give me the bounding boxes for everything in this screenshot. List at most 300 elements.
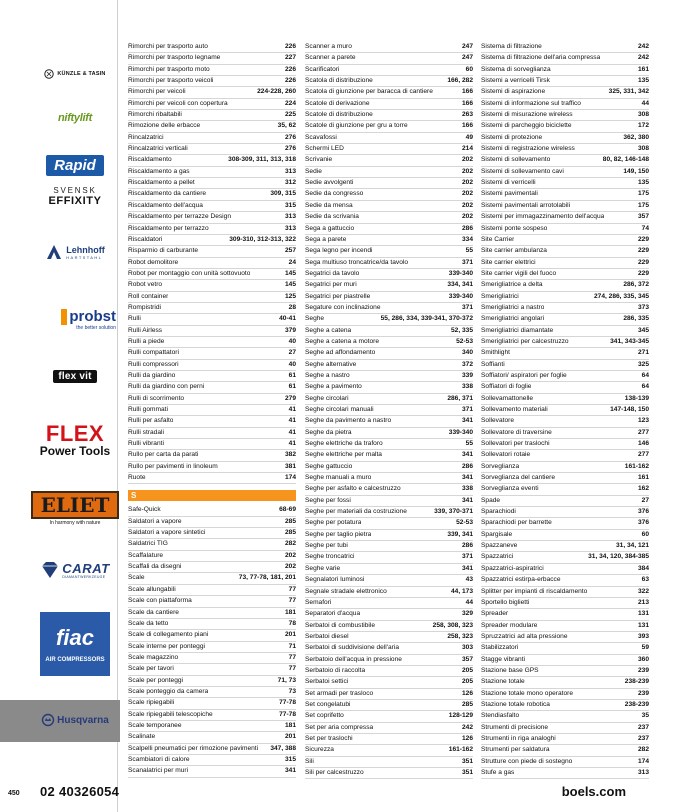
entry-pages: 263 bbox=[461, 111, 473, 119]
entry-name: Scale bbox=[128, 574, 145, 582]
index-entry bbox=[481, 598, 649, 609]
entry-name: Sistemi di parcheggio biciclette bbox=[481, 122, 572, 130]
entry-name: Seghe alternative bbox=[305, 360, 357, 368]
index-entry bbox=[305, 394, 473, 405]
entry-name: Roll container bbox=[128, 292, 169, 300]
entry-pages: 285 bbox=[284, 529, 296, 537]
lehnhoff-wordmark: Lehnhoff bbox=[66, 244, 105, 255]
index-entry bbox=[128, 76, 296, 87]
index-entry bbox=[305, 314, 473, 325]
entry-pages: 341 bbox=[284, 767, 296, 775]
entry-name: Spreader bbox=[481, 610, 509, 618]
index-entry bbox=[128, 65, 296, 76]
entry-name: Separatori d'acqua bbox=[305, 610, 361, 618]
entry-name: Seghe a nastro bbox=[305, 371, 350, 379]
entry-name: Scale magazzino bbox=[128, 653, 179, 661]
entry-name: Set coprifetto bbox=[305, 712, 344, 720]
index-entry bbox=[305, 632, 473, 643]
entry-name: Scanner a parete bbox=[305, 54, 356, 62]
entry-name: Schermi LED bbox=[305, 145, 344, 153]
index-entry bbox=[128, 551, 296, 562]
entry-pages: 242 bbox=[461, 723, 473, 731]
entry-name: Segnalatori luminosi bbox=[305, 576, 365, 584]
index-entry bbox=[305, 133, 473, 144]
entry-pages: 224-228, 260 bbox=[257, 88, 296, 96]
index-entry bbox=[128, 155, 296, 166]
index-entry bbox=[128, 87, 296, 98]
entry-name: Stazione base GPS bbox=[481, 666, 539, 674]
husqvarna-logo bbox=[34, 710, 116, 730]
entry-name: Scambiatori di calore bbox=[128, 755, 190, 763]
entry-pages: 384 bbox=[637, 564, 649, 572]
entry-name: Serbatoi di suddivisione dell'aria bbox=[305, 644, 399, 652]
index-entry bbox=[481, 552, 649, 563]
index-entry bbox=[128, 596, 296, 607]
index-entry bbox=[481, 564, 649, 575]
entry-pages: 338 bbox=[461, 383, 473, 391]
index-entry bbox=[481, 700, 649, 711]
lehnhoff-subline: HARTSTAHL bbox=[66, 254, 103, 260]
entry-name: Rulli per asfalto bbox=[128, 417, 174, 425]
page-number: 450 bbox=[8, 790, 20, 797]
entry-pages: 339-340 bbox=[448, 269, 473, 277]
index-entry bbox=[481, 416, 649, 427]
entry-name: Strumenti in riga analoghi bbox=[481, 734, 556, 742]
index-entry bbox=[128, 608, 296, 619]
entry-pages: 40 bbox=[288, 337, 296, 345]
entry-name: Sollevatore bbox=[481, 417, 514, 425]
entry-name: Sega multiuso troncatrice/da tavolo bbox=[305, 258, 408, 266]
entry-pages: 174 bbox=[637, 757, 649, 765]
entry-name: Seghe per potatura bbox=[305, 519, 362, 527]
entry-pages: 308-309, 311, 313, 318 bbox=[228, 156, 296, 164]
index-entry bbox=[305, 235, 473, 246]
index-entry bbox=[305, 473, 473, 484]
entry-pages: 313 bbox=[284, 213, 296, 221]
index-entry bbox=[128, 653, 296, 664]
entry-pages: 341, 343-345 bbox=[610, 337, 649, 345]
entry-name: Rincalzatrici verticali bbox=[128, 145, 188, 153]
entry-name: Scalpelli pneumatici per rimozione pavimenti bbox=[128, 744, 259, 752]
entry-name: Sedie da mensa bbox=[305, 201, 353, 209]
entry-pages: 247 bbox=[461, 43, 473, 50]
entry-pages: 339-340 bbox=[448, 292, 473, 300]
index-entry bbox=[481, 768, 649, 779]
index-entry bbox=[305, 110, 473, 121]
entry-name: Risparmio di carburante bbox=[128, 247, 198, 255]
entry-pages: 28 bbox=[288, 303, 296, 311]
index-entry bbox=[128, 144, 296, 155]
index-entry bbox=[305, 496, 473, 507]
entry-name: Scarificatori bbox=[305, 65, 340, 73]
entry-name: Sorveglianza del cantiere bbox=[481, 474, 556, 482]
flexovit-logo bbox=[34, 368, 116, 384]
index-entry bbox=[305, 99, 473, 110]
index-entry bbox=[481, 99, 649, 110]
entry-name: Segatrici per piastrelle bbox=[305, 292, 371, 300]
entry-pages: 257 bbox=[284, 247, 296, 255]
entry-pages: 381 bbox=[284, 462, 296, 470]
index-entry bbox=[305, 42, 473, 53]
index-entry bbox=[128, 110, 296, 121]
entry-name: Rulli da giardino con perni bbox=[128, 383, 205, 391]
index-entry bbox=[128, 585, 296, 596]
entry-pages: 393 bbox=[637, 632, 649, 640]
entry-pages: 315 bbox=[284, 201, 296, 209]
entry-name: Sistemi per immagazzinamento dell'acqua bbox=[481, 213, 605, 221]
entry-pages: 286, 372 bbox=[623, 281, 649, 289]
entry-name: Stazione totale mono operatore bbox=[481, 689, 574, 697]
entry-name: Sistemi a verricelli Tirsk bbox=[481, 77, 550, 85]
index-entry bbox=[305, 155, 473, 166]
entry-name: Strumenti di precisione bbox=[481, 723, 549, 731]
carat-logo bbox=[34, 556, 116, 584]
entry-pages: 334 bbox=[461, 235, 473, 243]
entry-name: Seghe bbox=[305, 315, 325, 323]
index-entry bbox=[481, 587, 649, 598]
index-entry bbox=[481, 371, 649, 382]
entry-name: Sistemi di misurazione wireless bbox=[481, 111, 573, 119]
entry-pages: 340 bbox=[461, 349, 473, 357]
entry-name: Sparachiodi per barrette bbox=[481, 519, 552, 527]
entry-pages: 161 bbox=[637, 474, 649, 482]
index-entry bbox=[481, 428, 649, 439]
index-entry bbox=[128, 189, 296, 200]
index-entry bbox=[128, 326, 296, 337]
index-entry bbox=[128, 212, 296, 223]
entry-name: Sorveglianza eventi bbox=[481, 485, 539, 493]
entry-pages: 341 bbox=[461, 474, 473, 482]
index-entry bbox=[305, 258, 473, 269]
entry-name: Sistemi di protezione bbox=[481, 133, 543, 141]
entry-name: Sistema di filtrazione bbox=[481, 43, 542, 50]
entry-name: Smerigliatrici per calcestruzzo bbox=[481, 337, 569, 345]
entry-pages: 351 bbox=[461, 757, 473, 765]
entry-name: Scatole di derivazione bbox=[305, 99, 370, 107]
entry-name: Scanalatrici per muri bbox=[128, 767, 189, 775]
footer-phone: 02 40326054 bbox=[40, 784, 120, 799]
entry-pages: 376 bbox=[637, 519, 649, 527]
entry-pages: 202 bbox=[461, 179, 473, 187]
index-entry bbox=[128, 687, 296, 698]
entry-name: Spazzatrici bbox=[481, 553, 514, 561]
entry-pages: 131 bbox=[637, 621, 649, 629]
entry-pages: 181 bbox=[284, 721, 296, 729]
husqvarna-wordmark: Husqvarna bbox=[57, 714, 109, 726]
entry-pages: 277 bbox=[637, 451, 649, 459]
entry-name: Scanner a muro bbox=[305, 43, 352, 50]
index-entry bbox=[128, 664, 296, 675]
index-entry bbox=[305, 564, 473, 575]
index-entry bbox=[305, 530, 473, 541]
entry-name: Set per aria compressa bbox=[305, 723, 374, 731]
index-entry bbox=[305, 224, 473, 235]
entry-pages: 347, 388 bbox=[270, 744, 296, 752]
entry-name: Scale interne per ponteggi bbox=[128, 642, 205, 650]
index-entry bbox=[305, 405, 473, 416]
entry-pages: 128-129 bbox=[448, 712, 473, 720]
entry-pages: 274, 286, 335, 345 bbox=[594, 292, 649, 300]
entry-name: Scale ponteggio da camera bbox=[128, 687, 209, 695]
entry-name: Sega a parete bbox=[305, 235, 347, 243]
entry-pages: 61 bbox=[288, 383, 296, 391]
entry-pages: 202 bbox=[284, 563, 296, 571]
index-entry bbox=[481, 189, 649, 200]
index-entry bbox=[481, 144, 649, 155]
index-entry bbox=[481, 246, 649, 257]
index-entry bbox=[128, 439, 296, 450]
entry-pages: 339, 341 bbox=[447, 530, 473, 538]
niftylift-logo bbox=[34, 110, 116, 126]
entry-name: Scale temporanee bbox=[128, 721, 182, 729]
index-entry bbox=[305, 587, 473, 598]
entry-name: Scatole di distribuzione bbox=[305, 111, 373, 119]
entry-pages: 313 bbox=[284, 167, 296, 175]
entry-pages: 229 bbox=[637, 258, 649, 266]
probst-logo bbox=[34, 306, 116, 334]
index-entry bbox=[481, 689, 649, 700]
index-entry bbox=[128, 371, 296, 382]
entry-pages: 229 bbox=[637, 235, 649, 243]
entry-pages: 286 bbox=[461, 224, 473, 232]
index-entry bbox=[481, 541, 649, 552]
entry-pages: 229 bbox=[637, 247, 649, 255]
entry-pages: 258, 308, 323 bbox=[432, 621, 473, 629]
entry-name: Sollevatori rotaie bbox=[481, 451, 531, 459]
fiac-wordmark: fiac bbox=[56, 625, 94, 650]
index-entry bbox=[481, 711, 649, 722]
index-entry bbox=[305, 416, 473, 427]
entry-name: Semafori bbox=[305, 598, 332, 606]
entry-pages: 78 bbox=[288, 619, 296, 627]
entry-pages: 73 bbox=[288, 687, 296, 695]
entry-name: Sistemi di sollevamento bbox=[481, 156, 551, 164]
index-entry bbox=[305, 371, 473, 382]
index-entry bbox=[481, 224, 649, 235]
index-entry bbox=[128, 766, 296, 777]
index-entry bbox=[305, 768, 473, 779]
index-entry bbox=[128, 258, 296, 269]
index-entry bbox=[128, 246, 296, 257]
entry-name: Riscaldamento bbox=[128, 156, 172, 164]
index-entry bbox=[481, 53, 649, 64]
entry-pages: 68-69 bbox=[279, 506, 296, 514]
entry-name: Serbatoio dell'acqua in pressione bbox=[305, 655, 402, 663]
entry-pages: 52, 335 bbox=[451, 326, 473, 334]
index-entry bbox=[481, 609, 649, 620]
index-entry bbox=[305, 689, 473, 700]
index-entry bbox=[128, 99, 296, 110]
entry-pages: 205 bbox=[461, 666, 473, 674]
entry-name: Rulli gommati bbox=[128, 406, 168, 413]
entry-name: Sollevamattonelle bbox=[481, 394, 534, 402]
entry-pages: 214 bbox=[461, 145, 473, 153]
entry-name: Rulli stradali bbox=[128, 428, 164, 436]
index-entry bbox=[481, 405, 649, 416]
entry-name: Stufe a gas bbox=[481, 769, 515, 776]
eliet-logo bbox=[34, 490, 116, 526]
index-entry bbox=[305, 723, 473, 734]
entry-name: Sollevatori per traslochi bbox=[481, 440, 550, 448]
entry-name: Scale con piattaforma bbox=[128, 597, 192, 605]
index-entry bbox=[305, 700, 473, 711]
index-entry bbox=[305, 711, 473, 722]
index-entry bbox=[128, 360, 296, 371]
entry-name: Sollevamento materiali bbox=[481, 406, 548, 413]
entry-pages: 239 bbox=[637, 666, 649, 674]
svensk-wordmark: SVENSK bbox=[53, 185, 97, 195]
entry-name: Saldatori a vapore sintetici bbox=[128, 529, 206, 537]
index-entry bbox=[305, 734, 473, 745]
entry-pages: 55, 286, 334, 339-341, 370-372 bbox=[380, 315, 473, 323]
entry-name: Rullo per carta da parati bbox=[128, 451, 199, 459]
flex-wordmark: FLEX bbox=[45, 420, 105, 446]
entry-name: Smerigliatrici diamantate bbox=[481, 326, 554, 334]
entry-name: Spruzzatrici ad alta pressione bbox=[481, 632, 568, 640]
entry-name: Stagge vibranti bbox=[481, 655, 525, 663]
entry-name: Sparachiodi bbox=[481, 508, 516, 516]
index-column-3 bbox=[481, 42, 649, 779]
lehnhoff-emblem-icon bbox=[45, 243, 63, 261]
entry-name: Sedie avvolgenti bbox=[305, 179, 354, 187]
entry-pages: 227 bbox=[284, 54, 296, 62]
entry-name: Robot vetro bbox=[128, 281, 163, 289]
entry-name: Scavafossi bbox=[305, 133, 337, 141]
entry-name: Seghe a pavimento bbox=[305, 383, 362, 391]
entry-pages: 77 bbox=[288, 585, 296, 593]
entry-name: Sili bbox=[305, 757, 314, 765]
rapid-wordmark: Rapid bbox=[46, 155, 104, 176]
brand-sidebar bbox=[0, 0, 120, 812]
entry-pages: 80, 82, 146-148 bbox=[602, 156, 649, 164]
index-entry bbox=[481, 269, 649, 280]
kunzle-emblem-icon bbox=[44, 69, 54, 79]
entry-name: Smerigliatrici a nastro bbox=[481, 303, 545, 311]
index-entry bbox=[128, 528, 296, 539]
entry-name: Rimorchi ribaltabili bbox=[128, 111, 182, 119]
entry-name: Riscaldamento dell'acqua bbox=[128, 201, 203, 209]
entry-name: Sicurezza bbox=[305, 746, 334, 754]
entry-name: Spazzatrici estirpa-erbacce bbox=[481, 576, 561, 584]
index-entry bbox=[128, 619, 296, 630]
entry-name: Rimorchi per trasporto moto bbox=[128, 65, 210, 73]
entry-pages: 135 bbox=[637, 77, 649, 85]
entry-name: Sistemi di aspirazione bbox=[481, 88, 546, 96]
entry-pages: 31, 34, 121 bbox=[616, 542, 649, 550]
entry-pages: 41 bbox=[288, 406, 296, 413]
entry-pages: 237 bbox=[637, 723, 649, 731]
entry-name: Rimozione delle erbacce bbox=[128, 122, 201, 130]
index-entry bbox=[481, 473, 649, 484]
entry-pages: 166 bbox=[461, 122, 473, 130]
index-entry bbox=[481, 734, 649, 745]
entry-name: Seghe per taglio pietra bbox=[305, 530, 372, 538]
entry-pages: 309, 315 bbox=[270, 190, 296, 198]
entry-name: Scale da tetto bbox=[128, 619, 169, 627]
index-entry bbox=[481, 450, 649, 461]
index-entry bbox=[305, 745, 473, 756]
index-entry bbox=[128, 201, 296, 212]
entry-name: Sega legno per incendi bbox=[305, 247, 373, 255]
entry-pages: 202 bbox=[461, 167, 473, 175]
carat-subline: DIAMANTWERKZEUGE bbox=[62, 574, 106, 579]
entry-name: Sollevatore di traversine bbox=[481, 428, 552, 436]
entry-pages: 77 bbox=[288, 665, 296, 673]
husqvarna-crown-icon bbox=[41, 713, 55, 727]
entry-name: Rimorchi per trasporto auto bbox=[128, 43, 208, 50]
entry-name: Soffianti bbox=[481, 360, 505, 368]
index-entry bbox=[305, 575, 473, 586]
entry-pages: 64 bbox=[641, 371, 649, 379]
entry-pages: 24 bbox=[288, 258, 296, 266]
entry-pages: 371 bbox=[461, 258, 473, 266]
entry-pages: 73, 77-78, 181, 201 bbox=[238, 574, 296, 582]
entry-pages: 71, 73 bbox=[277, 676, 296, 684]
entry-name: Seghe elettriche da traforo bbox=[305, 440, 383, 448]
index-entry bbox=[128, 573, 296, 584]
index-entry bbox=[305, 269, 473, 280]
index-entry bbox=[128, 133, 296, 144]
entry-name: Set congelatubi bbox=[305, 700, 351, 708]
entry-pages: 242 bbox=[637, 54, 649, 62]
entry-name: Seghe ad affondamento bbox=[305, 349, 376, 357]
entry-name: Sedie da scrivania bbox=[305, 213, 359, 221]
entry-pages: 77-78 bbox=[279, 699, 296, 707]
entry-name: Splitter per impianti di riscaldamento bbox=[481, 587, 588, 595]
index-entry bbox=[481, 484, 649, 495]
entry-pages: 362, 380 bbox=[623, 133, 649, 141]
index-entry bbox=[305, 121, 473, 132]
index-entry bbox=[305, 144, 473, 155]
entry-pages: 166 bbox=[461, 88, 473, 96]
entry-pages: 282 bbox=[637, 746, 649, 754]
entry-pages: 181 bbox=[284, 608, 296, 616]
entry-pages: 276 bbox=[284, 145, 296, 153]
entry-pages: 313 bbox=[637, 769, 649, 776]
entry-name: Spazzaneve bbox=[481, 542, 518, 550]
entry-pages: 303 bbox=[461, 644, 473, 652]
entry-pages: 35 bbox=[641, 712, 649, 720]
entry-name: Serbatoio di raccolta bbox=[305, 666, 366, 674]
rapid-logo bbox=[34, 152, 116, 178]
entry-name: Soffiatori/ aspiratori per foglie bbox=[481, 371, 567, 379]
entry-name: Robot demolitore bbox=[128, 258, 179, 266]
entry-name: Sistemi di registrazione wireless bbox=[481, 145, 575, 153]
index-entry bbox=[128, 314, 296, 325]
index-entry bbox=[305, 337, 473, 348]
entry-name: Stendiasfalto bbox=[481, 712, 520, 720]
index-entry bbox=[481, 621, 649, 632]
index-entry bbox=[481, 280, 649, 291]
index-entry bbox=[128, 744, 296, 755]
entry-name: Rulli bbox=[128, 315, 141, 323]
index-entry bbox=[481, 326, 649, 337]
entry-name: Riscaldamento da cantiere bbox=[128, 190, 207, 198]
entry-pages: 205 bbox=[461, 678, 473, 686]
index-entry bbox=[305, 677, 473, 688]
index-entry bbox=[481, 337, 649, 348]
entry-name: Scale allungabili bbox=[128, 585, 176, 593]
index-entry bbox=[128, 167, 296, 178]
entry-pages: 49 bbox=[465, 133, 473, 141]
index-entry bbox=[305, 655, 473, 666]
entry-pages: 237 bbox=[637, 734, 649, 742]
index-entry bbox=[128, 121, 296, 132]
entry-pages: 145 bbox=[284, 281, 296, 289]
entry-pages: 341 bbox=[461, 417, 473, 425]
index-entry bbox=[128, 710, 296, 721]
entry-pages: 341 bbox=[461, 564, 473, 572]
